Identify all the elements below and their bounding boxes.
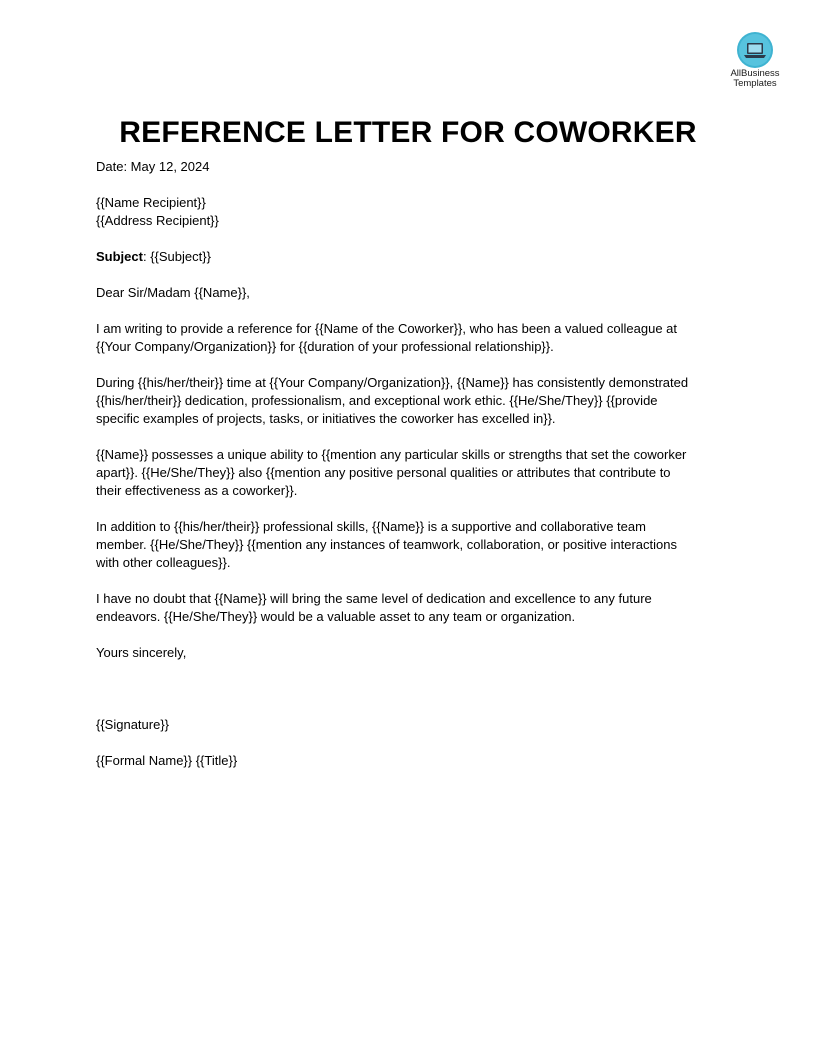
paragraph-line: endeavors. {{He/She/They}} would be a valuable asset to any team or organization. <box>96 609 576 624</box>
page-title: REFERENCE LETTER FOR COWORKER <box>119 116 697 149</box>
paragraph-line: I am writing to provide a reference for {{Name of the Coworker}}, who has been a valued colleague at <box>96 321 678 336</box>
paragraph-line: apart}}. {{He/She/They}} also {{mention any positive personal qualities or attributes that contribute to <box>96 465 671 480</box>
paragraph-line: specific examples of projects, tasks, or initiatives the coworker has excelled in}}. <box>96 411 556 426</box>
letter-body <box>96 158 726 788</box>
paragraph-line: During {{his/her/their}} time at {{Your Company/Organization}}, {{Name}} has consistently demonstrated <box>96 375 689 390</box>
signature: {{Signature}} <box>96 717 170 732</box>
recipient-block <box>96 194 726 230</box>
paragraph-5 <box>96 590 726 626</box>
paragraph-line: I have no doubt that {{Name}} will bring the same level of dedication and excellence to any future <box>96 591 652 606</box>
paragraph-line: their effectiveness as a coworker}}. <box>96 483 298 498</box>
allbusiness-logo <box>718 32 792 89</box>
paragraph-3 <box>96 446 726 500</box>
paragraph-4 <box>96 518 726 572</box>
recipient-address: {{Address Recipient}} <box>96 213 219 228</box>
paragraph-line: In addition to {{his/her/their}} professional skills, {{Name}} is a supportive and collaborative team <box>96 519 646 534</box>
paragraph-2 <box>96 374 726 428</box>
paragraph-line: with other colleagues}}. <box>96 555 231 570</box>
subject-value: : {{Subject}} <box>142 249 211 264</box>
paragraph-line: {{Your Company/Organization}} for {{duration of your professional relationship}}. <box>96 339 554 354</box>
paragraph-1 <box>96 320 726 356</box>
laptop-icon <box>737 32 773 68</box>
logo-line-2: Templates <box>733 78 777 89</box>
closing: Yours sincerely, <box>96 645 187 660</box>
signature-space <box>96 680 726 716</box>
paragraph-line: {{Name}} possesses a unique ability to {{mention any particular skills or strengths that set the coworker <box>96 447 687 462</box>
subject-line <box>96 248 726 266</box>
salutation: Dear Sir/Madam {{Name}}, <box>96 285 250 300</box>
paragraph-line: {{his/her/their}} dedication, professionalism, and exceptional work ethic. {{He/She/They}} {{provide <box>96 393 658 408</box>
logo-line-1: AllBusiness <box>730 68 780 79</box>
subject-label: Subject <box>96 249 143 264</box>
paragraph-line: member. {{He/She/They}} {{mention any instances of teamwork, collaboration, or positive interactions <box>96 537 677 552</box>
recipient-name: {{Name Recipient}} <box>96 195 206 210</box>
logo-text <box>718 69 792 89</box>
formal-name: {{Formal Name}} {{Title}} <box>96 753 238 768</box>
letter-date: Date: May 12, 2024 <box>96 159 210 174</box>
